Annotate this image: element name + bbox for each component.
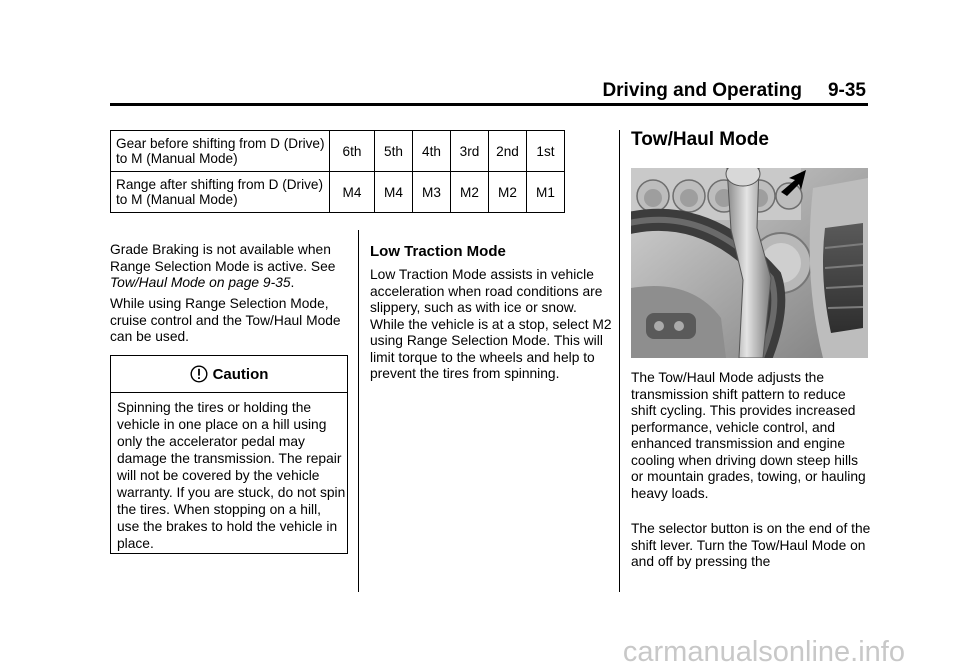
section-title: Driving and Operating	[602, 80, 802, 101]
table-cell: M4	[330, 172, 375, 213]
page-header	[602, 80, 866, 102]
watermark: carmanualsonline.info	[622, 636, 905, 668]
tow-haul-paragraph-2: The selector button is on the end of the shift lever. Turn the Tow/Haul Mode on and off by pressing the	[631, 521, 871, 569]
tow-haul-heading: Tow/Haul Mode	[631, 129, 769, 150]
shift-lever-photo	[631, 168, 868, 358]
table-cell: M2	[489, 172, 527, 213]
low-traction-heading: Low Traction Mode	[370, 243, 506, 260]
table-row-label: Range after shifting from D (Drive) to M (Manual Mode)	[111, 172, 330, 213]
paragraph-text: Grade Braking is not available when Range Selection Mode is active. See	[110, 242, 336, 274]
caution-title: Caution	[212, 365, 269, 383]
caution-header	[111, 356, 347, 393]
table-cell: 1st	[527, 131, 565, 172]
table-row-label: Gear before shifting from D (Drive) to M (Manual Mode)	[111, 131, 330, 172]
caution-box	[110, 355, 348, 554]
low-traction-paragraph: Low Traction Mode assists in vehicle acceleration when road conditions are slippery, such as with ice or snow. While the vehicle is at a stop, select M2 using Range Selection Mode. This will limit torque to the wheels and help to prevent the tires from spinning.	[370, 267, 612, 381]
table-cell: M3	[413, 172, 451, 213]
table-cell: M4	[375, 172, 413, 213]
tow-haul-paragraph-1: The Tow/Haul Mode adjusts the transmission shift pattern to reduce shift cycling. This provides increased performance, vehicle control, and enhanced transmission and engine cooling when driving down steep hills or mountain grades, towing, or hauling heavy loads.	[631, 370, 866, 501]
page-reference-link[interactable]: Tow/Haul Mode on page 9-35	[110, 275, 291, 290]
paragraph-text: .	[290, 275, 295, 290]
table-row	[111, 131, 565, 172]
grade-braking-paragraph	[110, 242, 350, 292]
table-cell: M1	[527, 172, 565, 213]
column-divider	[619, 130, 620, 592]
table-row	[111, 172, 565, 213]
page-number: 9-35	[827, 80, 866, 101]
caution-text: Spinning the tires or holding the vehicle in one place on a hill using only the accelerator pedal may damage the transmission. The repair will not be covered by the vehicle warranty. If you are stuck, do not spin the tires. When stopping on a hill, use the brakes to hold the vehicle in place.	[117, 400, 346, 551]
column-divider	[358, 230, 359, 592]
caution-icon	[190, 365, 208, 383]
table-cell: M2	[451, 172, 489, 213]
table-cell: 3rd	[451, 131, 489, 172]
range-selection-paragraph: While using Range Selection Mode, cruise control and the Tow/Haul Mode can be used.	[110, 296, 341, 344]
header-rule	[110, 103, 868, 106]
table-cell: 5th	[375, 131, 413, 172]
table-cell: 4th	[413, 131, 451, 172]
table-cell: 6th	[330, 131, 375, 172]
gear-table	[110, 130, 565, 213]
table-cell: 2nd	[489, 131, 527, 172]
